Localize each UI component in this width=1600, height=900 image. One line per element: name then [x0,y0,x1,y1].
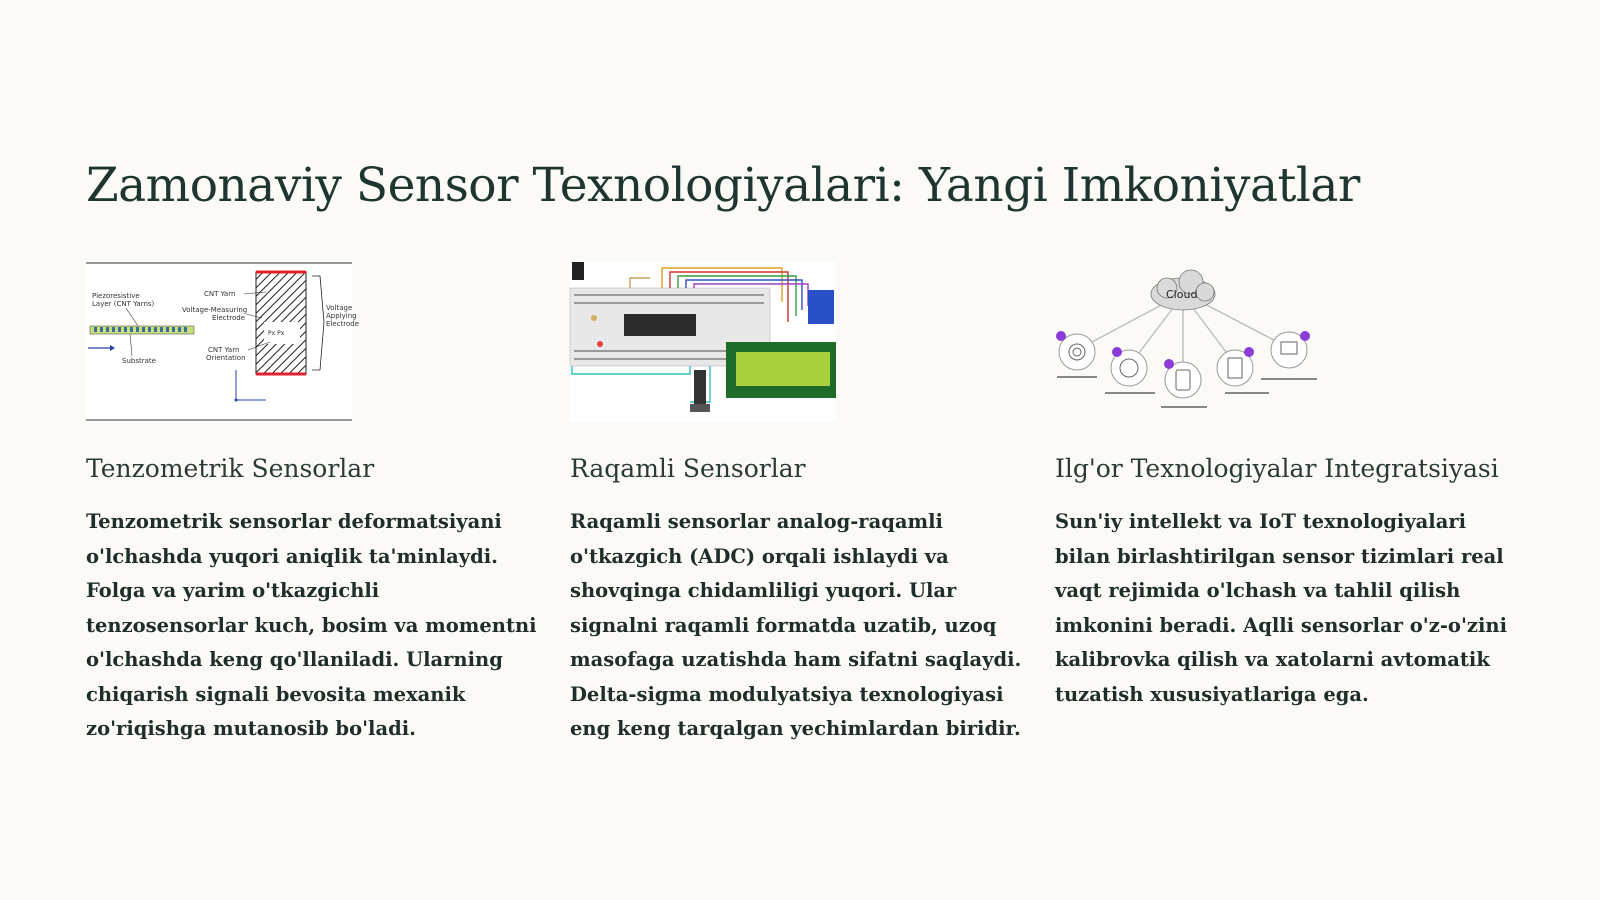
cloud-iot-diagram-icon [1055,262,1321,422]
svg-text:Px Px: Px Px [268,330,285,337]
breadboard-circuit-diagram-icon [570,262,836,422]
cloud-label: Cloud [1166,288,1198,301]
label-voltage: Voltage [326,304,353,312]
label-voltage-measuring: Voltage-Measuring [182,306,248,314]
label-piezo-layer: Piezoresistive [92,292,140,300]
label-electrode: Electrode [212,314,246,322]
label-orientation: Orientation [206,354,246,362]
column-heading: Raqamli Sensorlar [570,454,806,483]
strain-sensor-diagram-icon [86,262,360,422]
label-substrate: Substrate [122,357,156,365]
column-heading: Ilg'or Texnologiyalar Integratsiyasi [1055,454,1499,483]
column-strain-sensors [86,262,546,747]
slide-title: Zamonaviy Sensor Texnologiyalari: Yangi Imkoniyatlar [86,158,1360,213]
label-applying: Applying [326,312,357,320]
label-cnt-yarn-orientation: CNT Yarn [208,346,240,354]
label-applying-electrode: Electrode [326,320,360,328]
label-piezo-layer-2: Layer (CNT Yarns) [92,300,155,308]
column-digital-sensors [570,262,1030,747]
column-text: Raqamli sensorlar analog-raqamli o'tkazgich (ADC) orqali ishlaydi va shovqinga chidamliligi yuqori. Ular signalni raqamli formatda uzatib, uzoq masofaga uzatishda ham sifatni saqlaydi. Delta-sigma modulyatsiya texnologiyasi eng keng tarqalgan yechimlardan biridir. [570,510,1022,740]
column-text: Tenzometrik sensorlar deformatsiyani o'lchashda yuqori aniqlik ta'minlaydi. Folga va yarim o'tkazgichli tenzosensorlar kuch, bosim va momentni o'lchashda keng qo'llaniladi. Ularning chiqarish signali bevosita mexanik zo'riqishga mutanosib bo'ladi. [86,510,537,740]
column-advanced-integration [1055,262,1515,712]
label-cnt-yarn: CNT Yarn [204,290,236,298]
column-text: Sun'iy intellekt va IoT texnologiyalari bilan birlashtirilgan sensor tizimlari real vaqt rejimida o'lchash va tahlil qilish imkonini beradi. Aqlli sensorlar o'z-o'zini kalibrovka qilish va xatolarni avtomatik tuzatish xususiyatlariga ega. [1055,510,1507,706]
column-heading: Tenzometrik Sensorlar [86,454,375,483]
